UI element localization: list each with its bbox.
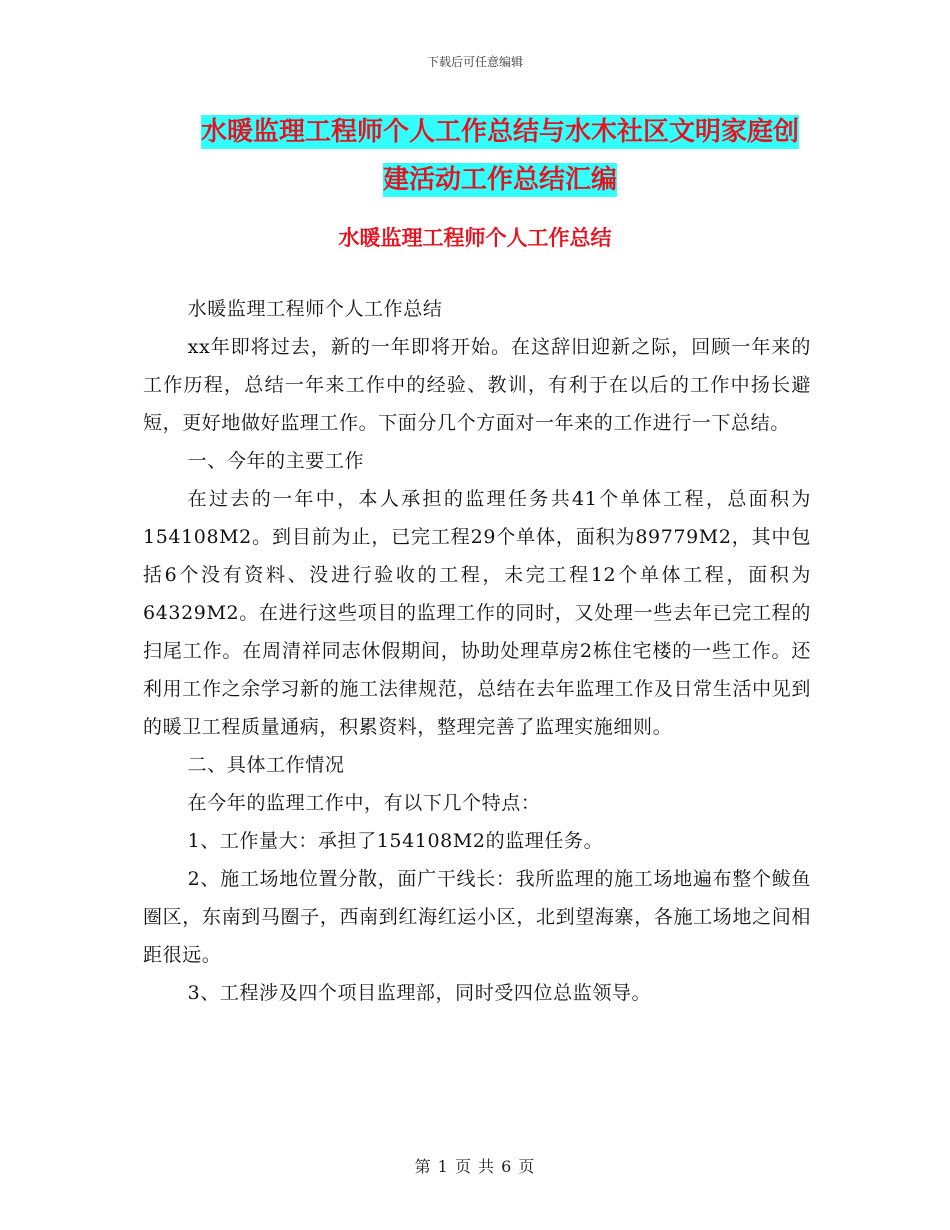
list-item: 1、工作量大：承担了154108M2的监理任务。: [187, 830, 604, 852]
paragraph: 在过去的一年中，本人承担的监理任务共41个单体工程，总面积为154108M2。到目前为止，已完工程29个单体，面积为89779M2，其中包括6个没有资料、没进行验收的工程，未完工程12个单体工程，面积为64329M2。在进行这些项目的监理工作的同时，又处理一些去年已完工程的扫尾工作。在周清祥同志休假期间，协助处理草房2栋住宅楼的一些工作。还利用工作之余学习新的施工法律规范，总结在去年监理工作及日常生活中见到的暖卫工程质量通病，积累资料，整理完善了监理实施细则。: [143, 488, 811, 738]
section-title: 水暖监理工程师个人工作总结: [338, 226, 612, 250]
page-footer: 第 1 页 共 6 页: [414, 1157, 536, 1176]
document-title: [150, 108, 850, 204]
list-item: 2、施工场地位置分散，面广干线长：我所监理的施工场地遍布整个鲅鱼圈区，东南到马圈子，西南到红海红运小区，北到望海寨，各施工场地之间相距很远。: [143, 868, 811, 966]
paragraph-heading: 一、今年的主要工作: [187, 450, 365, 472]
document-title-line-2: 建活动工作总结汇编: [382, 165, 617, 195]
header-note: 下载后可任意编辑: [426, 55, 523, 69]
paragraph: xx年即将过去，新的一年即将开始。在这辞旧迎新之际，回顾一年来的工作历程，总结一年来工作中的经验、教训，有利于在以后的工作中扬长避短，更好地做好监理工作。下面分几个方面对一年来的工作进行一下总结。: [143, 336, 811, 434]
document-title-line-1: 水暖监理工程师个人工作总结与水木社区文明家庭创: [200, 117, 799, 147]
list-item: 3、工程涉及四个项目监理部，同时受四位总监领导。: [187, 982, 652, 1004]
paragraph-heading: 二、具体工作情况: [187, 754, 345, 776]
paragraph: 在今年的监理工作中，有以下几个特点：: [187, 792, 541, 814]
document-body: [143, 290, 811, 1012]
paragraph: 水暖监理工程师个人工作总结: [187, 298, 443, 320]
